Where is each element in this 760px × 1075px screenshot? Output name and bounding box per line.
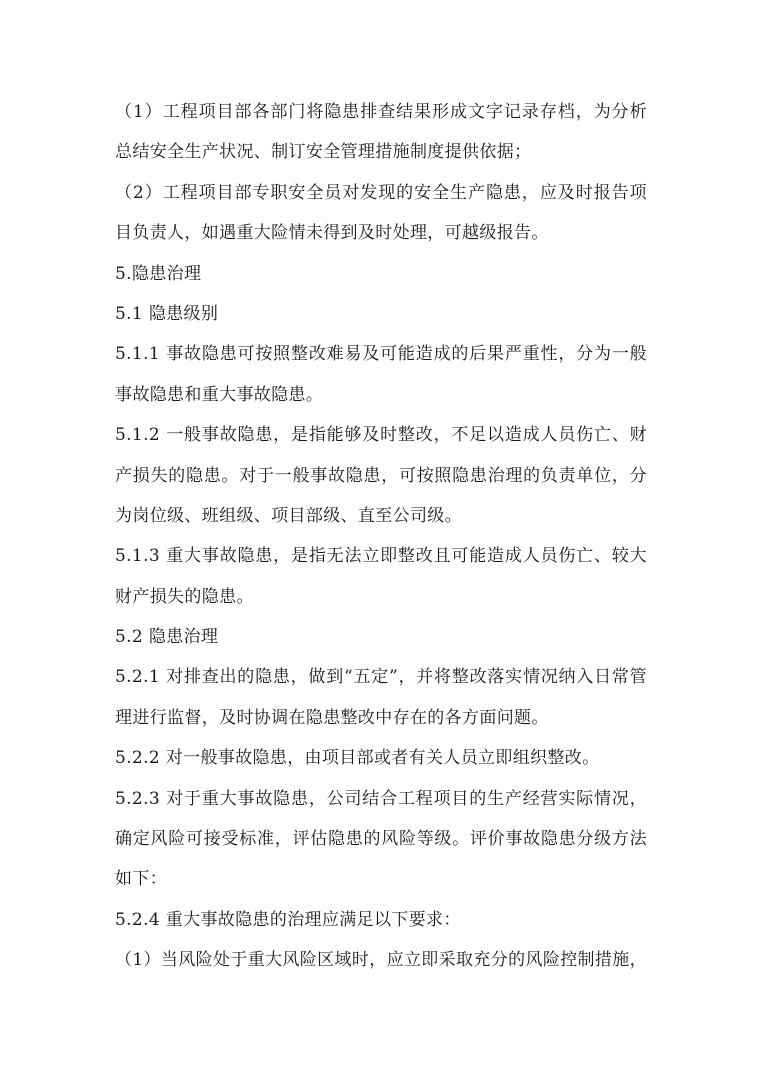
text-line: 为岗位级、班组级、项目部级、直至公司级。	[115, 505, 462, 526]
text-line: 5.1.3 重大事故隐患，是指无法立即整改且可能造成人员伤亡、较大	[115, 546, 647, 567]
text-line: 财产损失的隐患。	[115, 586, 254, 607]
text-line: 理进行监督，及时协调在隐患整改中存在的各方面问题。	[115, 707, 549, 728]
document-body	[115, 92, 647, 981]
text-line: 5.2.2 对一般事故隐患，由项目部或者有关人员立即组织整改。	[115, 748, 600, 769]
text-line: 5.2.4 重大事故隐患的治理应满足以下要求：	[115, 909, 461, 930]
text-line: 如下：	[115, 869, 168, 890]
section-heading: 5.隐患治理	[115, 263, 202, 284]
text-line: 产损失的隐患。对于一般事故隐患，可按照隐患治理的负责单位，分	[115, 465, 647, 486]
text-line: 5.1.2 一般事故隐患，是指能够及时整改，不足以造成人员伤亡、财	[115, 425, 647, 446]
text-line: （1）当风险处于重大风险区域时，应立即采取充分的风险控制措施，	[115, 950, 647, 971]
text-line: 5.2.1 对排查出的隐患，做到“五定”，并将整改落实情况纳入日常管	[115, 667, 647, 688]
text-line: （1）工程项目部各部门将隐患排查结果形成文字记录存档，为分析	[115, 102, 647, 122]
subsection-heading: 5.2 隐患治理	[115, 627, 219, 648]
text-line: 事故隐患和重大事故隐患。	[115, 384, 324, 405]
text-line: 目负责人，如遇重大险情未得到及时处理，可越级报告。	[115, 223, 549, 244]
text-line: 5.1.1 事故隐患可按照整改难易及可能造成的后果严重性，分为一般	[115, 344, 647, 365]
text-line: 5.2.3 对于重大事故隐患，公司结合工程项目的生产经营实际情况，	[115, 788, 647, 809]
text-line: 确定风险可接受标准，评估隐患的风险等级。评价事故隐患分级方法	[115, 829, 647, 850]
subsection-heading: 5.1 隐患级别	[115, 303, 219, 324]
text-line: （2）工程项目部专职安全员对发现的安全生产隐患，应及时报告项	[115, 182, 647, 203]
text-line: 总结安全生产状况、制订安全管理措施制度提供依据；	[115, 142, 532, 163]
